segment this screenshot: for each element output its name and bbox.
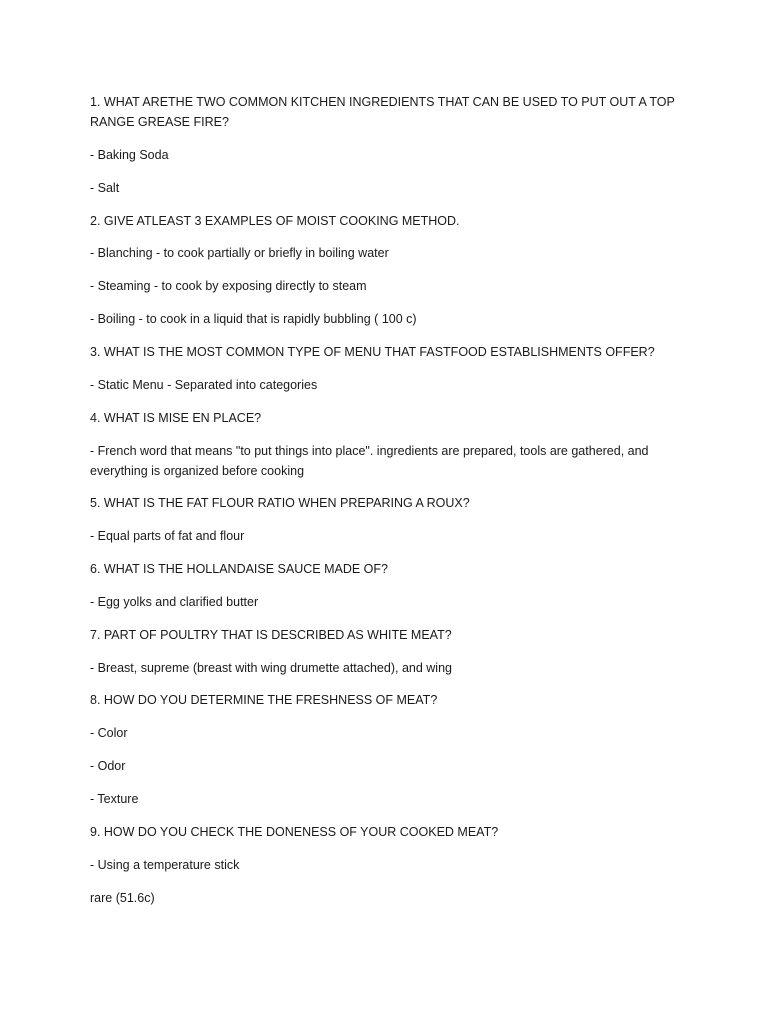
question-6: 6. WHAT IS THE HOLLANDAISE SAUCE MADE OF? — [90, 562, 388, 576]
answer-2b: - Steaming - to cook by exposing directly to steam — [90, 279, 367, 293]
question-5: 5. WHAT IS THE FAT FLOUR RATIO WHEN PREPARING A ROUX? — [90, 496, 470, 510]
answer-8b: - Odor — [90, 759, 126, 773]
answer-8a: - Color — [90, 726, 128, 740]
answer-4: - French word that means "to put things into place". ingredients are prepared, tools are gathered, and everything is organized before cooking — [90, 444, 649, 478]
answer-2c: - Boiling - to cook in a liquid that is rapidly bubbling ( 100 c) — [90, 312, 417, 326]
question-3: 3. WHAT IS THE MOST COMMON TYPE OF MENU THAT FASTFOOD ESTABLISHMENTS OFFER? — [90, 345, 655, 359]
answer-6: - Egg yolks and clarified butter — [90, 595, 259, 609]
question-1: 1. WHAT ARETHE TWO COMMON KITCHEN INGREDIENTS THAT CAN BE USED TO PUT OUT A TOP RANGE GREASE FIRE? — [90, 95, 675, 129]
answer-7: - Breast, supreme (breast with wing drumette attached), and wing — [90, 661, 452, 675]
question-7: 7. PART OF POULTRY THAT IS DESCRIBED AS WHITE MEAT? — [90, 628, 452, 642]
question-8: 8. HOW DO YOU DETERMINE THE FRESHNESS OF MEAT? — [90, 693, 438, 707]
answer-8c: - Texture — [90, 792, 139, 806]
answer-2a: - Blanching - to cook partially or briefly in boiling water — [90, 246, 389, 260]
question-9: 9. HOW DO YOU CHECK THE DONENESS OF YOUR COOKED MEAT? — [90, 825, 499, 839]
answer-1a: - Baking Soda — [90, 148, 169, 162]
question-4: 4. WHAT IS MISE EN PLACE? — [90, 411, 262, 425]
answer-5: - Equal parts of fat and flour — [90, 529, 245, 543]
question-2: 2. GIVE ATLEAST 3 EXAMPLES OF MOIST COOKING METHOD. — [90, 214, 460, 228]
answer-1b: - Salt — [90, 181, 120, 195]
answer-9b: rare (51.6c) — [90, 891, 155, 905]
answer-9a: - Using a temperature stick — [90, 858, 240, 872]
answer-3: - Static Menu - Separated into categories — [90, 378, 318, 392]
